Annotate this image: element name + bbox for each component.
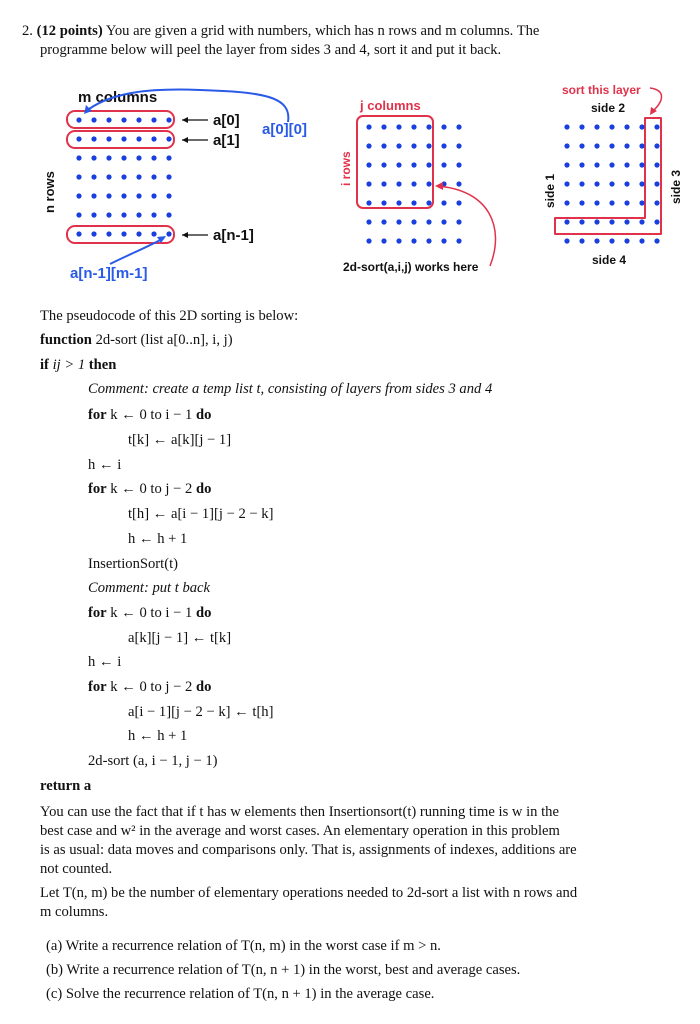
right-grid-dot [639,181,644,186]
function-keyword: function [40,332,92,348]
right-grid-dot [564,200,569,205]
left-grid-dot [136,212,141,217]
left-grid-dot [91,136,96,141]
middle-grid-dot [381,124,386,129]
middle-grid-dot [366,181,371,186]
right-grid-dot [564,238,569,243]
para1-line3: is as usual: data moves and comparisons only. That is, assignments of indexes, additions are [40,842,577,858]
para1-line2: best case and w² in the average and worst cases. An elementary operation in this problem [40,823,560,839]
grid-figure [0,78,700,298]
left-grid-dot [106,231,111,236]
for-range-2: k ← 0 to j − 2 [110,481,193,497]
label-an1m1: a[n-1][m-1] [70,265,148,282]
label-a0: a[0] [213,112,240,129]
label-a1: a[1] [213,132,240,149]
left-grid-dot [151,212,156,217]
middle-grid-dot [396,162,401,167]
middle-grid-dot [381,219,386,224]
left-grid-dot [166,193,171,198]
left-grid-dot [106,212,111,217]
middle-grid-dot [411,200,416,205]
right-grid-dot [579,238,584,243]
right-grid-dot [624,200,629,205]
right-grid-dot [609,143,614,148]
middle-grid-dot [381,162,386,167]
comment-create: Comment: create a temp list t, consisting of layers from sides 3 and 4 [88,381,493,397]
middle-grid-dot [426,162,431,167]
left-grid-dot [76,193,81,198]
right-grid-dot [624,181,629,186]
middle-grid-dot [411,219,416,224]
side-1-label: side 1 [543,173,557,208]
right-grid-dot [594,200,599,205]
return-line [40,777,91,796]
middle-grid-dot [426,219,431,224]
left-grid-dots [76,117,171,236]
middle-grid-dot [426,181,431,186]
sort-this-layer-label: sort this layer [562,83,641,97]
question-c [46,985,434,1004]
question-c-label: (c) [46,986,63,1002]
middle-grid-dot [366,124,371,129]
if-line [40,356,116,375]
middle-grid-dot [456,162,461,167]
question-b-text: Write a recurrence relation of T(n, n + 1) in the worst, best and average cases. [66,962,521,978]
h-inc-1: h ← h + 1 [128,531,188,547]
then-keyword: then [88,357,117,373]
left-grid-dot [121,231,126,236]
right-grid-dot [594,238,599,243]
middle-grid-dot [396,219,401,224]
question-b-label: (b) [46,962,64,978]
subgrid-outline [357,116,433,208]
left-grid-dot [76,117,81,122]
left-grid-dot [91,155,96,160]
middle-grid-dot [426,200,431,205]
left-grid-dot [121,117,126,122]
layer-outline [555,118,661,234]
i-rows-label: i rows [339,151,353,186]
left-grid-dot [151,136,156,141]
an1m1-pointer-arrow [110,238,164,264]
left-grid-dot [91,212,96,217]
left-grid-dot [76,231,81,236]
right-grid-dot [594,124,599,129]
middle-grid-dot [381,181,386,186]
right-grid-dot [624,219,629,224]
right-grid-dot [624,124,629,129]
right-grid-dot [579,200,584,205]
right-grid-dot [609,181,614,186]
left-grid-dot [76,212,81,217]
if-keyword: if [40,357,49,373]
para2-line2: m columns. [40,904,109,920]
para2-line1: Let T(n, m) be the number of elementary operations needed to 2d-sort a list with n rows and [40,885,578,901]
middle-grid-dot [366,200,371,205]
right-grid-dot [579,162,584,167]
for-range-4: k ← 0 to j − 2 [110,679,193,695]
for-keyword-1: for [88,407,107,423]
do-keyword-4: do [195,679,212,695]
right-grid-dot [639,143,644,148]
middle-grid-dot [366,238,371,243]
recursive-call: 2d-sort (a, i − 1, j − 1) [88,753,218,769]
middle-grid-dot [456,124,461,129]
stmt-1: t[k] ← a[k][j − 1] [128,432,232,448]
do-keyword-3: do [195,605,212,621]
problem-number: 2. [22,23,33,39]
middle-grid-dot [396,200,401,205]
middle-grid-dot [411,181,416,186]
left-grid-dot [136,174,141,179]
right-grid-dot [639,162,644,167]
middle-grid-dot [441,124,446,129]
for-loop-2 [88,480,211,499]
left-grid-dot [91,231,96,236]
middle-grid-dot [411,143,416,148]
row-1-outline [67,131,174,148]
row-0-outline [67,111,174,128]
left-grid-dot [106,193,111,198]
left-grid-dot [136,193,141,198]
question-c-text: Solve the recurrence relation of T(n, n + 1) in the average case. [65,986,435,1002]
middle-grid-dot [426,124,431,129]
right-grid-dot [654,219,659,224]
middle-grid-dot [426,143,431,148]
right-grid-dot [624,238,629,243]
right-grid-dot [654,143,659,148]
middle-grid-dot [381,238,386,243]
right-grid-dot [564,124,569,129]
middle-grid-dot [411,162,416,167]
left-grid-dot [121,155,126,160]
middle-grid-dot [441,143,446,148]
middle-grid-dot [456,219,461,224]
right-grid-dot [594,219,599,224]
for-loop-1 [88,406,211,425]
stmt-4: a[i − 1][j − 2 − k] ← t[h] [128,704,274,720]
stmt-2: t[h] ← a[i − 1][j − 2 − k] [128,506,274,522]
left-grid-dot [106,174,111,179]
question-b [46,961,520,980]
left-grid-dot [121,212,126,217]
right-grid-dot [624,162,629,167]
left-grid-dot [121,136,126,141]
right-grid-dot [654,124,659,129]
right-grid-dot [654,200,659,205]
left-grid-dot [151,174,156,179]
right-grid-dot [639,200,644,205]
insertion-sort-call: InsertionSort(t) [88,556,178,572]
side-3-label: side 3 [669,169,683,204]
problem-intro-1: You are given a grid with numbers, which has n rows and m columns. The [105,23,540,39]
left-grid-dot [166,231,171,236]
question-a-text: Write a recurrence relation of T(n, m) in the worst case if m > n. [65,938,441,954]
middle-grid-dot [381,200,386,205]
for-range-1: k ← 0 to i − 1 [110,407,193,423]
left-grid-dot [166,212,171,217]
para1-line4: not counted. [40,861,113,877]
middle-grid-dot [381,143,386,148]
do-keyword-1: do [195,407,212,423]
right-grid-dot [609,200,614,205]
label-a00: a[0][0] [262,121,308,138]
h-inc-2: h ← h + 1 [128,728,188,744]
middle-grid-dot [366,219,371,224]
right-grid-dot [639,124,644,129]
pseudo-intro: The pseudocode of this 2D sorting is below: [40,308,299,324]
right-grid-dot [564,181,569,186]
middle-grid-dot [456,238,461,243]
middle-grid-dot [426,238,431,243]
right-grid-dot [654,162,659,167]
m-columns-label: m columns [78,89,158,106]
middle-grid-dot [456,200,461,205]
left-grid-dot [91,117,96,122]
middle-grid-dot [411,238,416,243]
left-grid-dot [106,155,111,160]
right-grid-dot [594,162,599,167]
middle-grid-dot [396,181,401,186]
for-keyword-4: for [88,679,107,695]
left-grid-dot [136,117,141,122]
para1-line1: You can use the fact that if t has w elements then Insertionsort(t) running time is w in the [40,804,559,820]
left-grid-dot [76,174,81,179]
left-grid-dot [151,193,156,198]
side-2-label: side 2 [591,101,626,115]
right-grid-dot [609,162,614,167]
problem-header [22,22,539,41]
left-grid-dot [166,117,171,122]
if-condition: ij > 1 [52,357,86,373]
right-grid-dot [594,143,599,148]
right-grid-dot [594,181,599,186]
function-signature: 2d-sort (list a[0..n], i, j) [95,332,233,348]
left-grid-dot [136,231,141,236]
right-grid-dot [654,181,659,186]
right-grid-dot [639,219,644,224]
problem-points: (12 points) [36,23,103,39]
for-loop-3 [88,604,211,623]
do-keyword-2: do [195,481,212,497]
h-init-1: h ← i [88,457,122,473]
right-grid-dot [579,219,584,224]
left-grid-dot [106,117,111,122]
for-range-3: k ← 0 to i − 1 [110,605,193,621]
right-grid-dot [609,124,614,129]
right-grid-dot [579,143,584,148]
left-grid-dot [91,193,96,198]
middle-grid-dot [441,219,446,224]
middle-grid-dot [441,162,446,167]
middle-grid-dots [366,124,461,243]
left-grid-dot [166,136,171,141]
left-grid-dot [166,174,171,179]
question-a-label: (a) [46,938,63,954]
middle-caption: 2d-sort(a,i,j) works here [343,260,479,274]
middle-grid-dot [456,181,461,186]
h-init-2: h ← i [88,654,122,670]
left-grid-dot [76,155,81,160]
question-a [46,937,441,956]
comment-put-back: Comment: put t back [88,580,210,596]
middle-grid-dot [441,238,446,243]
right-grid-dot [609,238,614,243]
problem-intro-2: programme below will peel the layer from sides 3 and 4, sort it and put it back. [40,42,502,58]
left-grid-dot [151,117,156,122]
middle-grid-dot [456,143,461,148]
right-grid-dot [654,238,659,243]
right-grid-dot [564,219,569,224]
n-rows-label: n rows [42,171,57,213]
left-grid-dot [106,136,111,141]
left-grid-dot [76,136,81,141]
function-line [40,331,233,350]
left-grid-dot [121,174,126,179]
subgrid-pointer-arrow [437,186,496,266]
label-an1: a[n-1] [213,227,254,244]
left-grid-dot [166,155,171,160]
left-grid-dot [136,155,141,160]
middle-grid-dot [366,143,371,148]
j-columns-label: j columns [360,98,421,113]
middle-grid-dot [366,162,371,167]
return-keyword: return a [40,778,92,794]
side-4-label: side 4 [592,253,627,267]
right-grid-dot [624,143,629,148]
left-grid-dot [136,136,141,141]
middle-grid-dot [396,143,401,148]
right-grid-dot [564,162,569,167]
left-grid-dot [151,231,156,236]
middle-grid-dot [396,238,401,243]
right-grid-dot [609,219,614,224]
middle-grid-dot [441,200,446,205]
right-grid-dot [564,143,569,148]
right-grid-dot [639,238,644,243]
for-keyword-2: for [88,481,107,497]
right-grid-dot [579,124,584,129]
left-grid-dot [151,155,156,160]
middle-grid-dot [396,124,401,129]
left-grid-dot [121,193,126,198]
for-keyword-3: for [88,605,107,621]
left-grid-dot [91,174,96,179]
for-loop-4 [88,678,211,697]
stmt-3: a[k][j − 1] ← t[k] [128,630,232,646]
middle-grid-dot [411,124,416,129]
right-grid-dot [579,181,584,186]
